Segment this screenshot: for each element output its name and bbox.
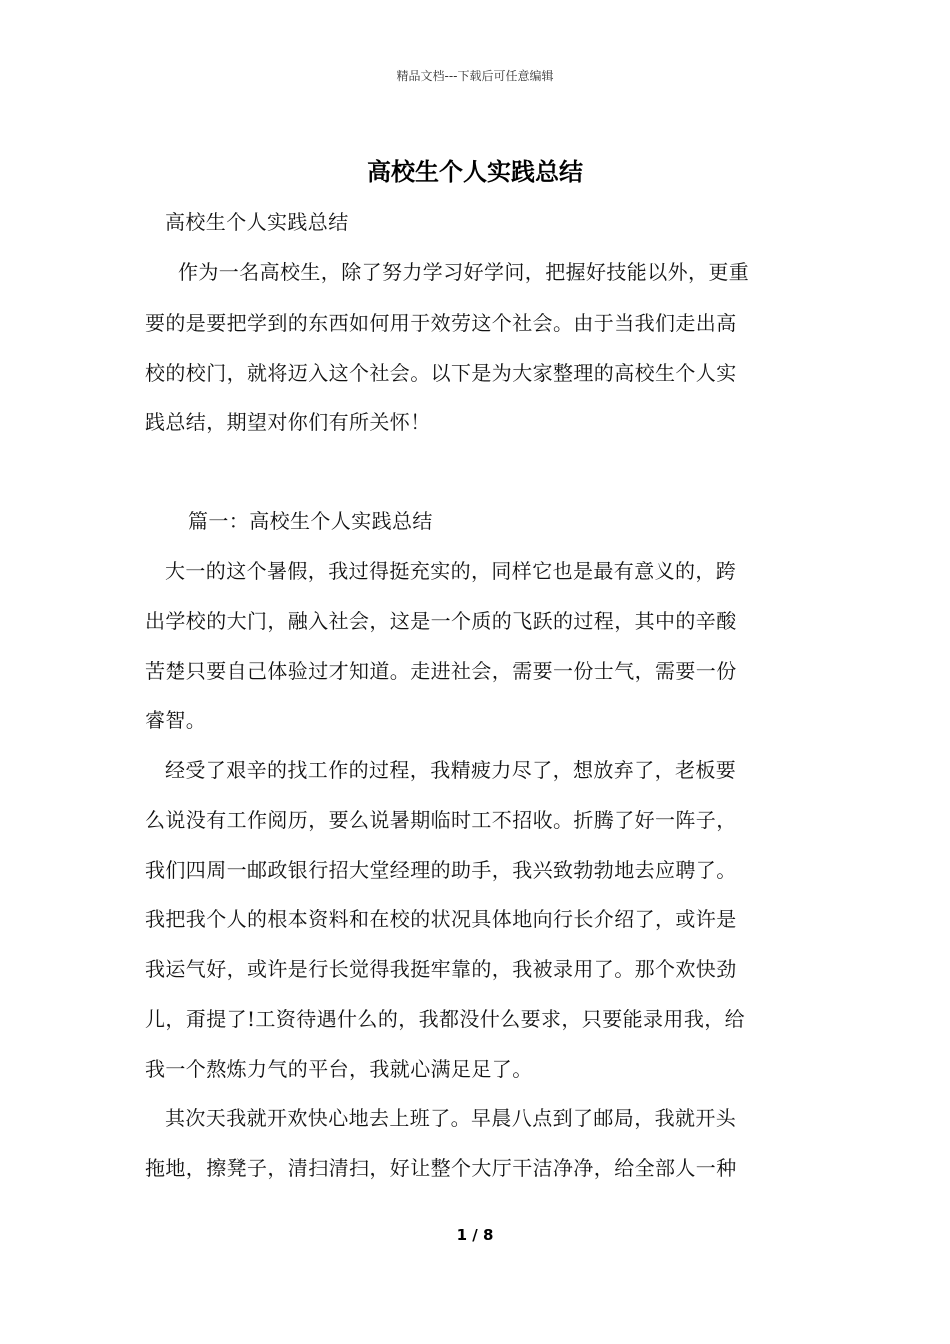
page-header: 精品文档---下载后可任意编辑	[396, 69, 554, 83]
paragraph-line: 我运气好，或许是行长觉得我挺牢靠的，我被录用了。那个欢快劲	[145, 957, 737, 981]
paragraph-line: 我把我个人的根本资料和在校的状况具体地向行长介绍了，或许是	[145, 907, 737, 931]
paragraph-line: 出学校的大门，融入社会，这是一个质的飞跃的过程，其中的辛酸	[145, 609, 737, 633]
paragraph-line: 践总结，期望对你们有所关怀！	[145, 410, 431, 434]
document-title: 高校生个人实践总结	[367, 157, 583, 186]
paragraph-line: 我们四周一邮政银行招大堂经理的助手，我兴致勃勃地去应聘了。	[145, 858, 737, 882]
page-number: 1 / 8	[456, 1226, 494, 1244]
paragraph-line: 苦楚只要自己体验过才知道。走进社会，需要一份士气，需要一份	[145, 659, 737, 683]
paragraph-line: 经受了艰辛的找工作的过程，我精疲力尽了，想放弃了，老板要	[165, 758, 737, 782]
paragraph-line: 儿，甭提了!工资待遇什么的，我都没什么要求，只要能录用我，给	[145, 1007, 746, 1031]
paragraph-line: 大一的这个暑假，我过得挺充实的，同样它也是最有意义的，跨	[165, 559, 737, 583]
paragraph-line: 作为一名高校生，除了努力学习好学问，把握好技能以外，更重	[178, 260, 750, 284]
paragraph-line: 校的校门，就将迈入这个社会。以下是为大家整理的高校生个人实	[145, 361, 737, 385]
paragraph-line: 我一个熬炼力气的平台，我就心满足足了。	[145, 1057, 533, 1081]
section-heading: 篇一：高校生个人实践总结	[188, 509, 433, 533]
paragraph-line: 要的是要把学到的东西如何用于效劳这个社会。由于当我们走出高	[145, 311, 737, 335]
paragraph-line: 拖地，擦凳子，清扫清扫，好让整个大厅干洁净净，给全部人一种	[145, 1156, 737, 1180]
paragraph-line: 睿智。	[145, 708, 207, 732]
paragraph-line: 其次天我就开欢快心地去上班了。早晨八点到了邮局，我就开头	[165, 1106, 737, 1130]
paragraph-line: 么说没有工作阅历，要么说暑期临时工不招收。折腾了好一阵子，	[145, 808, 737, 832]
subtitle-line: 高校生个人实践总结	[165, 210, 349, 234]
